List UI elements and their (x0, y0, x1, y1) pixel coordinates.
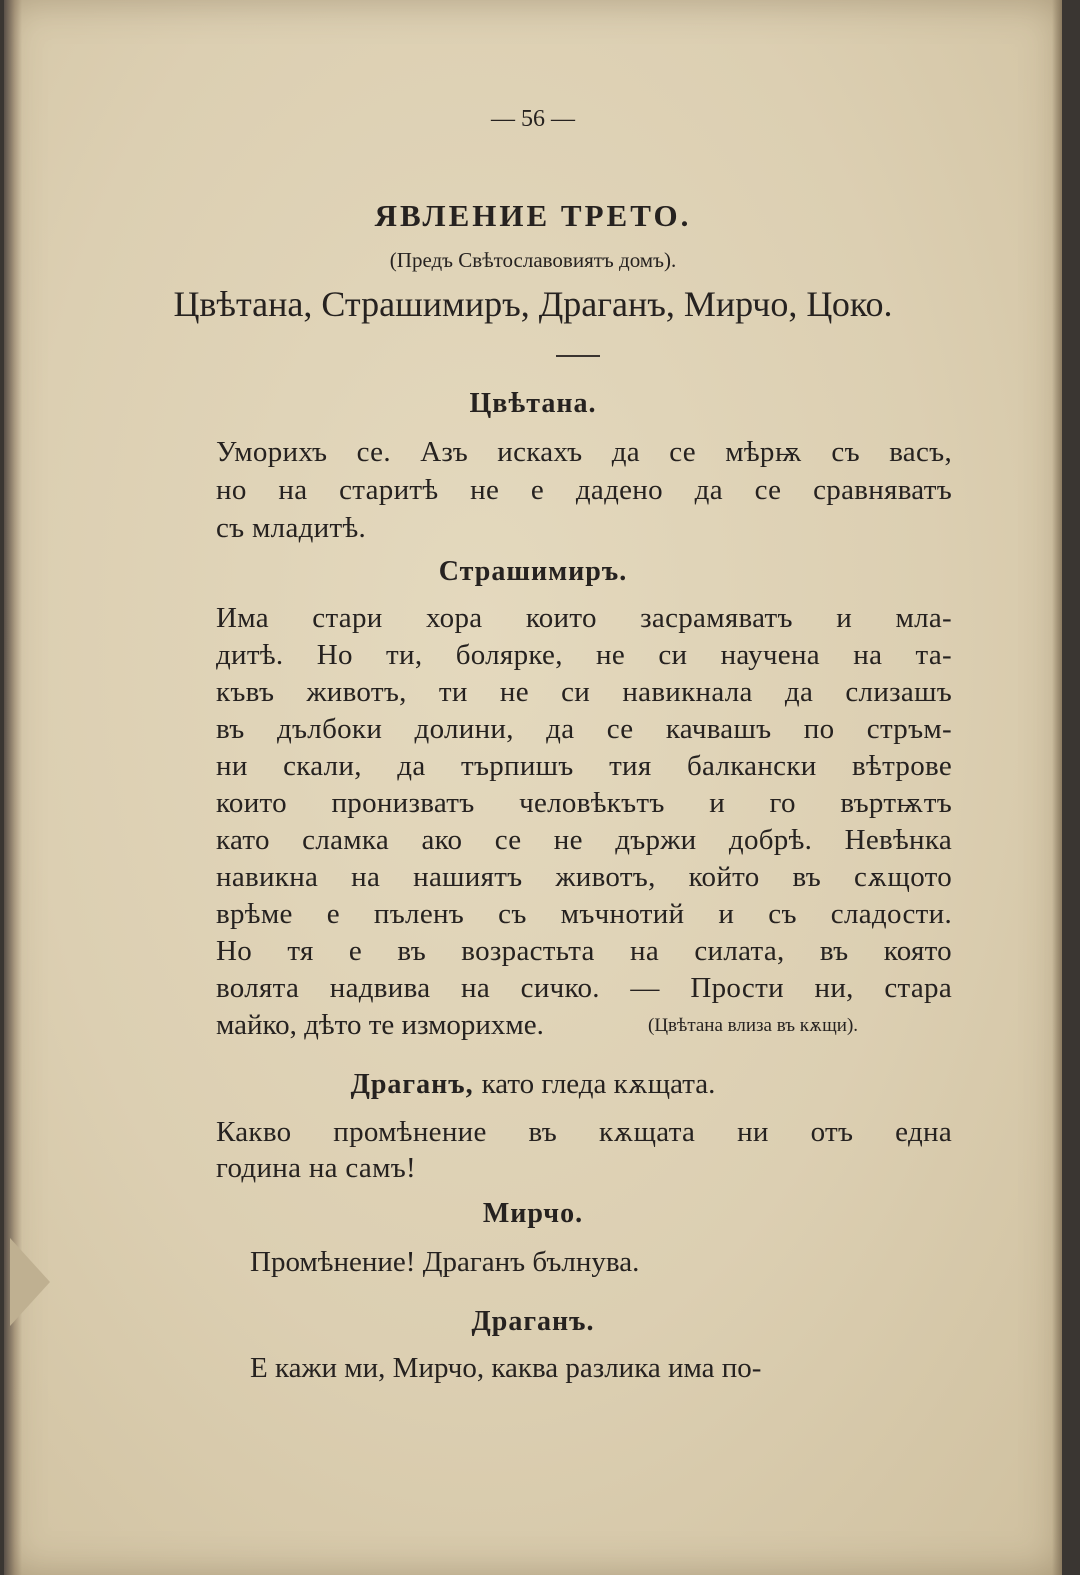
speech-line: Е кажи ми, Мирчо, каква разлика има по- (250, 1352, 762, 1384)
speech-line: като сламка ако се не държи добрѣ. Невѣнка (216, 824, 952, 856)
speech-line: Има стари хора които засрамяватъ и мла- (216, 602, 952, 634)
speech-line: майко, дѣто те изморихме. (216, 1009, 544, 1041)
book-page (4, 0, 1062, 1575)
speech-line: волята надвива на сичко. — Прости ни, стара (216, 972, 952, 1004)
stage-direction: като гледа кѫщата. (481, 1068, 716, 1100)
speech-line: дитѣ. Но ти, болярке, не си научена на та- (216, 639, 952, 671)
speech-line: Уморихъ се. Азъ искахъ да се мѣрѭ съ васъ, (216, 436, 952, 468)
spine-shadow (4, 0, 22, 1575)
cast-list: Цвѣтана, Страшимиръ, Драганъ, Мирчо, Цоко. (173, 284, 893, 324)
divider-rule (556, 355, 600, 357)
speaker-dragan-2: Драганъ. (471, 1306, 595, 1337)
speech-line: навикна на нашиятъ животъ, който въ сѫщото (216, 861, 952, 893)
speech-line: които пронизватъ человѣкътъ и го въртѭтъ (216, 787, 952, 819)
speaker-strashimir: Страшимиръ. (438, 556, 628, 587)
page-number: — 56 — (491, 106, 575, 132)
speaker-mircho: Мирчо. (482, 1198, 584, 1229)
scene-title: ЯВЛЕНИЕ ТРЕТО. (374, 198, 692, 233)
page-edge (1052, 0, 1062, 1575)
speech-line: Промѣнение! Драганъ бълнува. (250, 1246, 640, 1278)
speech-line: къвъ животъ, ти не си навикнала да слизашъ (216, 676, 952, 708)
speaker-tsvetana: Цвѣтана. (469, 388, 597, 419)
stage-direction: (Цвѣтана влиза въ кѫщи). (648, 1015, 859, 1036)
scene-location: (Предъ Свѣтославовиятъ домъ). (389, 248, 677, 272)
speech-line: Какво промѣнение въ кѫщата ни отъ една (216, 1116, 952, 1148)
speech-line: съ младитѣ. (216, 512, 367, 544)
speech-line: но на старитѣ не е дадено да се сравняватъ (216, 474, 952, 506)
speech-line: година на самъ! (216, 1152, 416, 1184)
speech-line: врѣме е пъленъ съ мъчнотий и съ сладости. (216, 898, 952, 930)
speech-line: въ дълбоки долини, да се качвашъ по стръм- (216, 713, 952, 745)
speaker-name: Драганъ, (350, 1069, 474, 1100)
speech-line: ни скали, да търпишъ тия балкански вѣтрове (216, 750, 952, 782)
speaker-dragan (4, 1068, 1062, 1101)
speech-line: Но тя е въ возрастьта на силата, въ която (216, 935, 952, 967)
